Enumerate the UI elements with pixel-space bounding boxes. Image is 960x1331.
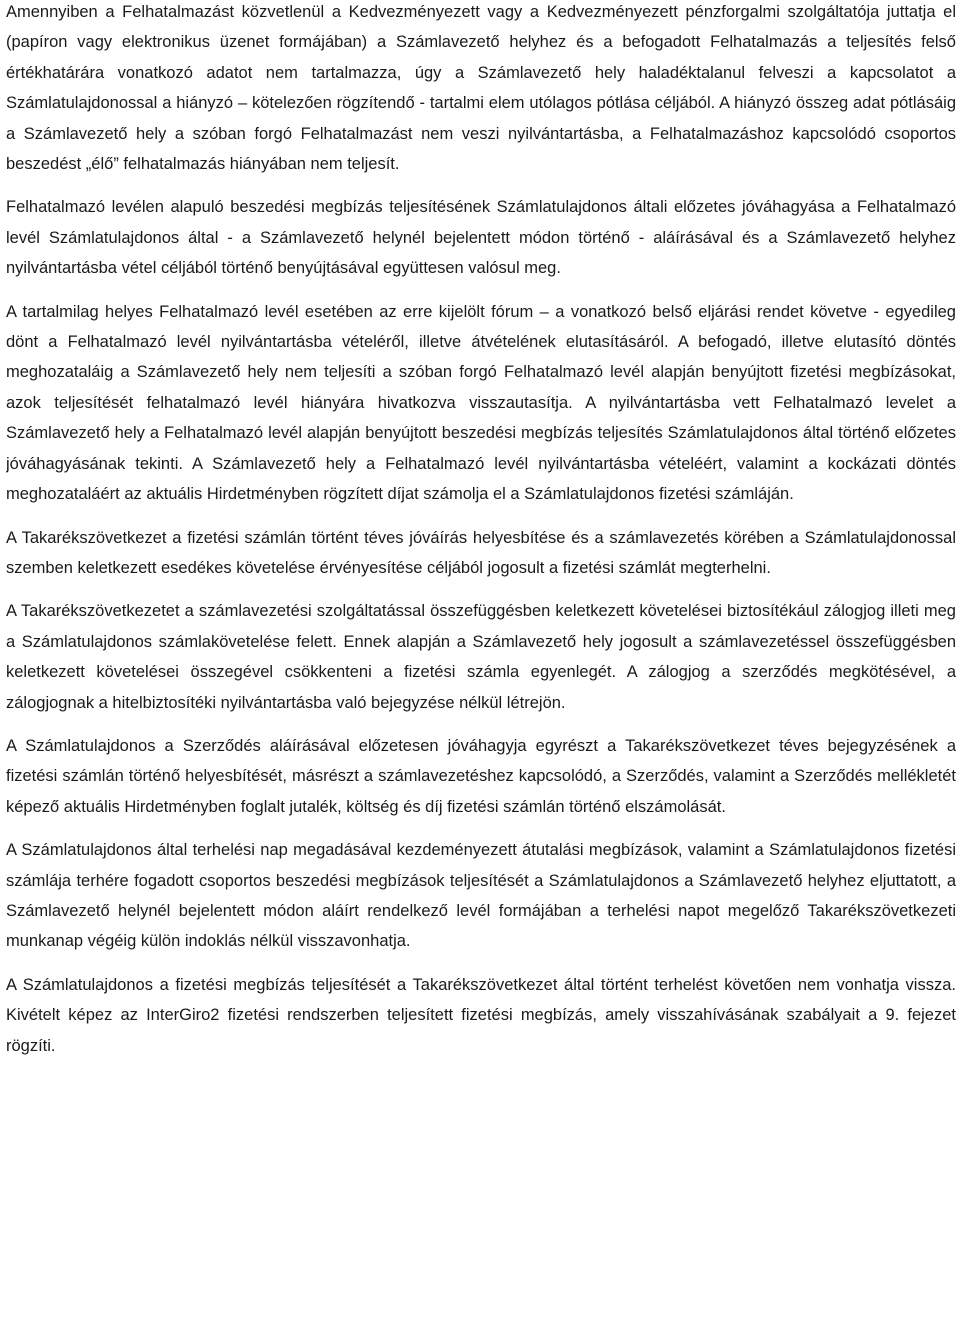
paragraph-prior-approval: Felhatalmazó levélen alapuló beszedési megbízás teljesítésének Számlatulajdonos általi előzetes jóváhagyása a Felhatalmazó levél Számlatulajdonos által - a Számlavezető helynél bejelentett módon történő - aláírásával és a Számlavezető helyhez nyilvántartásba vétel céljából történő benyújtásával együttesen valósul meg.	[6, 198, 956, 278]
paragraph-lien: A Takarékszövetkezetet a számlavezetési szolgáltatással összefüggésben keletkezett követelései biztosítékául zálogjog illeti meg a Számlatulajdonos számlakövetelése felett. Ennek alapján a Számlavezető hely jogosult a számlavezetéssel összefüggésben keletkezett követelései összegével csökkenteni a fizetési számla egyenlegét. A zálogjog a szerződés megkötésével, a zálogjognak a hitelbiztosítéki nyilvántartásba való bejegyzése nélkül létrejön.	[6, 602, 956, 712]
paragraph-contract-approval: A Számlatulajdonos a Szerződés aláírásával előzetesen jóváhagyja egyrészt a Takarékszövetkezet téves bejegyzésének a fizetési számlán történő helyesbítését, másrészt a számlavezetéshez kapcsolódó, a Szerződés, valamint a Szerződés mellékletét képező aktuális Hirdetményben foglalt jutalék, költség és díj fizetési számlán történő elszámolását.	[6, 736, 956, 816]
paragraph-missing-amount-data: Amennyiben a Felhatalmazást közvetlenül a Kedvezményezett vagy a Kedvezményezett pénzforgalmi szolgáltatója juttatja el (papíron vagy elektronikus üzenet formájában) a Számlavezető helyhez és a befogadott Felhatalmazás a teljesítés felső értékhatárára vonatkozó adatot nem tartalmazza, úgy a Számlavezető hely haladéktalanul felveszi a kapcsolatot a Számlatulajdonossal a hiányzó – kötelezően rögzítendő - tartalmi elem utólagos pótlása céljából. A hiányzó összeg adat pótlásáig a Számlavezető hely a szóban forgó Felhatalmazást nem veszi nyilvántartásba, a Felhatalmazáshoz kapcsolódó csoportos beszedést „élő” felhatalmazás hiányában nem teljesít.	[6, 3, 956, 174]
paragraph-authorization-letter-decision: A tartalmilag helyes Felhatalmazó levél esetében az erre kijelölt fórum – a vonatkozó belső eljárási rendet követve - egyedileg dönt a Felhatalmazó levél nyilvántartásba vételéről, illetve átvételének elutasításáról. A befogadó, illetve elutasító döntés meghozataláig a Számlavezető hely nem teljesíti a szóban forgó Felhatalmazó levél alapján benyújtott fizetési megbízásokat, azok teljesítését felhatalmazó levél hiányára hivatkozva visszautasítja. A nyilvántartásba vett Felhatalmazó levelet a Számlavezető hely a Felhatalmazó levél alapján benyújtott beszedési megbízás teljesítés Számlatulajdonos által történő előzetes jóváhagyásának tekinti. A Számlavezető hely a Felhatalmazó levél nyilvántartásba vételéért, valamint a kockázati döntés meghozataláért az aktuális Hirdetményben rögzített díjat számolja el a Számlatulajdonos fizetési számláján.	[6, 302, 956, 504]
paragraph-irrevocability: A Számlatulajdonos a fizetési megbízás teljesítését a Takarékszövetkezet által történt terhelést követően nem vonhatja vissza. Kivételt képez az InterGiro2 fizetési rendszerben teljesített fizetési megbízás, amely visszahívásának szabályait a 9. fejezet rögzíti.	[6, 975, 956, 1055]
paragraph-account-debit-right: A Takarékszövetkezet a fizetési számlán történt téves jóváírás helyesbítése és a számlavezetés körében a Számlatulajdonossal szemben keletkezett esedékes követelése érvényesítése céljából jogosult a fizetési számlát megterhelni.	[6, 528, 956, 577]
paragraph-revocation: A Számlatulajdonos által terhelési nap megadásával kezdeményezett átutalási megbízások, valamint a Számlatulajdonos fizetési számlája terhére fogadott csoportos beszedési megbízások teljesítését a Számlatulajdonos a Számlavezető helyhez eljuttatott, a Számlavezető helynél bejelentett módon aláírt rendelkező levél formájában a terhelési napot megelőző Takarékszövetkezeti munkanap végéig külön indoklás nélkül visszavonhatja.	[6, 841, 956, 951]
document-page	[6, 0, 956, 1331]
